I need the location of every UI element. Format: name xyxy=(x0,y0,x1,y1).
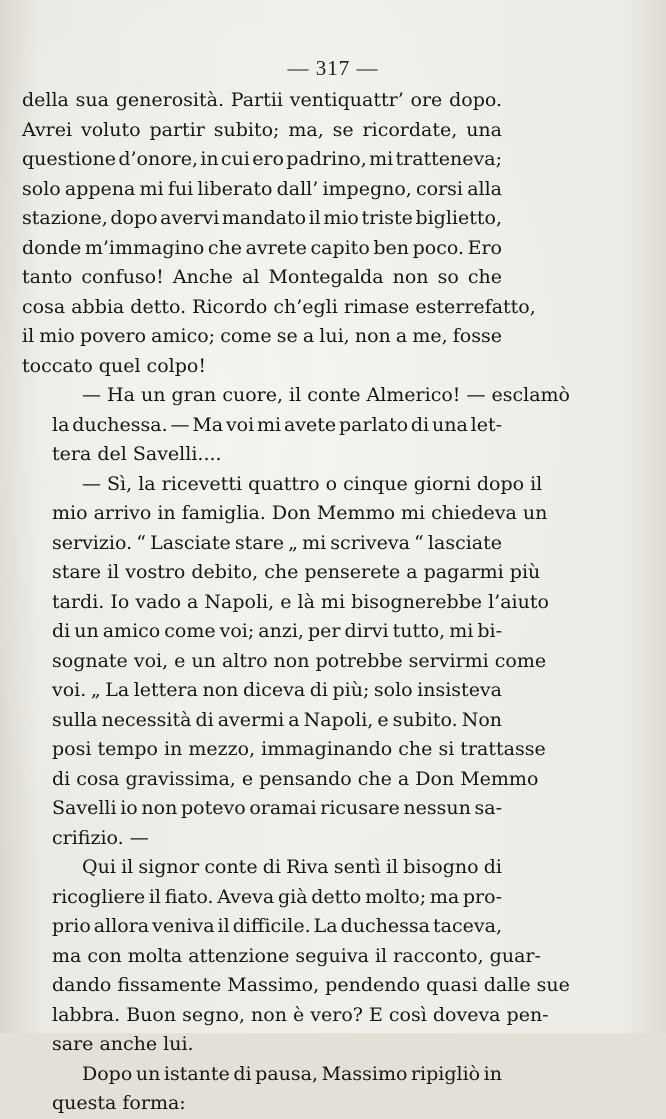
text-line: voi. „ La lettera non diceva di più; solo insisteva xyxy=(52,679,502,701)
page-number: — 317 — xyxy=(287,56,379,80)
text-line: tanto confuso! Anche al Montegalda non so che xyxy=(22,266,502,288)
text-line: Savelli io non potevo oramai ricusare nessun sa- xyxy=(52,797,502,819)
text-line: stazione, dopo avervi mandato il mio triste biglietto, xyxy=(22,207,502,229)
text-line: Avrei voluto partir subito; ma, se ricordate, una xyxy=(22,118,502,141)
paragraph xyxy=(22,381,570,470)
text-line: della sua generosità. Partii ventiquattr’ ore dopo. xyxy=(22,89,502,111)
paragraph xyxy=(22,470,549,854)
text-line: toccato quel colpo! xyxy=(22,354,206,377)
text-line: stare il vostro debito, che penserete a pagarmi più xyxy=(52,561,541,583)
text-line: servizio. “ Lasciate stare „ mi scriveva “ lasciate xyxy=(52,531,502,554)
text-line: Qui il signor conte di Riva sentì il bisogno di xyxy=(82,856,502,878)
text-line: questa forma: xyxy=(52,1092,186,1114)
text-line: Dopo un istante di pausa, Massimo ripigliò in xyxy=(82,1062,503,1085)
text-line: solo appena mi fui liberato dall’ impegno, corsi alla xyxy=(22,177,502,200)
text-line: cosa abbia detto. Ricordo ch’egli rimase esterrefatto, xyxy=(22,295,536,318)
paragraph xyxy=(22,1060,502,1119)
text-line: il mio povero amico; come se a lui, non a me, fosse xyxy=(22,325,502,347)
text-line: — Ha un gran cuore, il conte Almerico! — esclamò xyxy=(82,384,570,406)
paragraph xyxy=(22,86,536,381)
text-line: sulla necessità di avermi a Napoli, e subito. Non xyxy=(52,708,502,731)
text-line: sognate voi, e un altro non potrebbe servirmi come xyxy=(52,649,547,672)
paragraph xyxy=(22,853,570,1060)
text-line: labbra. Buon segno, non è vero? E così doveva pen- xyxy=(52,1003,549,1026)
text-line: posi tempo in mezzo, immaginando che si trattasse xyxy=(52,738,546,760)
text-line: mio arrivo in famiglia. Don Memmo mi chiedeva un xyxy=(52,502,548,524)
text-line: dando fissamente Massimo, pendendo quasi dalle sue xyxy=(52,974,570,996)
text-line: sare anche lui. xyxy=(52,1033,194,1055)
text-line: prio allora veniva il difficile. La duchessa taceva, xyxy=(52,915,502,937)
text-line: ricogliere il fiato. Aveva già detto molto; ma pro- xyxy=(52,885,502,908)
text-line: la duchessa. — Ma voi mi avete parlato di una let- xyxy=(52,413,502,436)
text-line: tardi. Io vado a Napoli, e là mi bisognerebbe l’aiuto xyxy=(52,590,549,613)
text-line: donde m’immagino che avrete capito ben poco. Ero xyxy=(22,236,502,259)
text-line: questione d’onore, in cui ero padrino, mi tratteneva; xyxy=(22,148,502,170)
text-line: — Sì, la ricevetti quattro o cinque giorni dopo il xyxy=(82,472,543,495)
text-line: tera del Savelli.... xyxy=(52,443,222,465)
text-line: crifizio. — xyxy=(52,826,149,849)
body-text xyxy=(22,86,570,1119)
text-line: di un amico come voi; anzi, per dirvi tutto, mi bi- xyxy=(52,620,502,642)
text-line: ma con molta attenzione seguiva il racconto, guar- xyxy=(52,944,541,967)
text-line: di cosa gravissima, e pensando che a Don Memmo xyxy=(52,767,539,790)
